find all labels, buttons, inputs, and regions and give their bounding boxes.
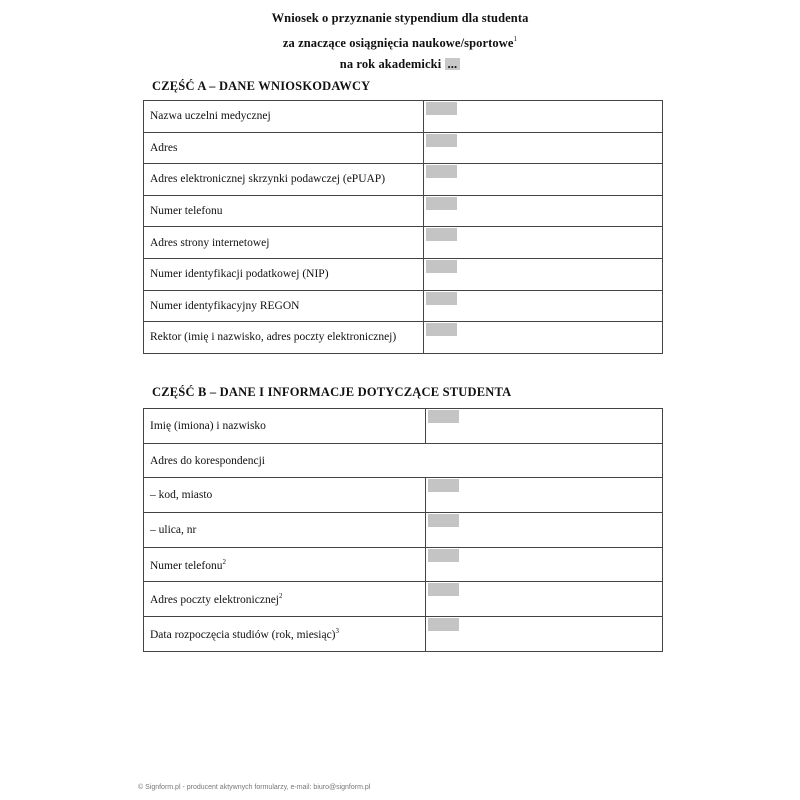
field-label-text: Imię (imiona) i nazwisko: [150, 419, 266, 432]
field-label-text: Numer identyfikacji podatkowej (NIP): [150, 268, 329, 281]
student-table: [143, 408, 663, 652]
input-field[interactable]: [426, 323, 457, 336]
field-label: [144, 617, 426, 652]
field-label: [144, 409, 426, 444]
field-value-cell: [426, 409, 663, 444]
field-label-text: – ulica, nr: [150, 523, 197, 536]
applicant-row: [144, 290, 663, 322]
field-value-cell: [424, 164, 663, 196]
input-field[interactable]: [428, 514, 459, 527]
title-line-1: Wniosek o przyznanie stypendium dla studenta: [271, 11, 529, 25]
input-field[interactable]: [428, 549, 459, 562]
footnote-ref: 3: [335, 626, 340, 635]
student-row: [144, 409, 663, 444]
footnote-ref: 2: [279, 592, 283, 601]
input-field[interactable]: [426, 292, 457, 305]
footer-note: © Signform.pl - producent aktywnych formularzy, e-mail: biuro@signform.pl: [138, 784, 371, 791]
field-label-text: Rektor (imię i nazwisko, adres poczty elektronicznej): [150, 331, 397, 344]
input-field[interactable]: [426, 197, 457, 210]
field-label: [144, 478, 426, 513]
field-label-text: Adres strony internetowej: [150, 236, 270, 249]
field-label: [144, 322, 424, 354]
title-line-3-text: na rok akademicki: [339, 57, 442, 71]
field-label: [144, 227, 424, 259]
field-label: [144, 101, 424, 133]
field-value-cell: [426, 582, 663, 617]
input-field[interactable]: [428, 479, 459, 492]
field-label: [144, 443, 663, 478]
applicant-row: [144, 195, 663, 227]
student-row: [144, 478, 663, 513]
input-field[interactable]: [426, 260, 457, 273]
applicant-row: [144, 132, 663, 164]
title-line-3: [0, 54, 800, 75]
field-label-text: Adres: [150, 141, 178, 154]
field-label: [144, 195, 424, 227]
field-label-text: Numer telefonu: [150, 205, 223, 218]
applicant-row: [144, 322, 663, 354]
applicant-row: [144, 227, 663, 259]
input-field[interactable]: [426, 165, 457, 178]
section-a-title: CZĘŚĆ A – DANE WNIOSKODAWCY: [152, 79, 371, 93]
field-label: [144, 164, 424, 196]
title-line-2-text: za znaczące osiągnięcia naukowe/sportowe: [282, 36, 514, 50]
field-value-cell: [426, 617, 663, 652]
field-value-cell: [424, 258, 663, 290]
footnote-ref: 2: [222, 557, 226, 566]
applicant-row: [144, 258, 663, 290]
student-row: [144, 547, 663, 582]
applicant-row: [144, 101, 663, 133]
footnote-ref-1: 1: [513, 35, 518, 43]
field-label: [144, 513, 426, 548]
field-label: [144, 547, 426, 582]
student-row: [144, 443, 663, 478]
field-label-text: Adres elektronicznej skrzynki podawczej (ePUAP): [150, 173, 386, 186]
field-value-cell: [424, 227, 663, 259]
field-label-text: Data rozpoczęcia studiów (rok, miesiąc): [150, 628, 336, 641]
field-value-cell: [424, 195, 663, 227]
input-field[interactable]: [428, 583, 459, 596]
field-value-cell: [424, 132, 663, 164]
field-label: [144, 582, 426, 617]
section-b-title: CZĘŚĆ B – DANE I INFORMACJE DOTYCZĄCE STUDENTA: [152, 385, 512, 399]
input-field[interactable]: [426, 228, 457, 241]
field-label: [144, 258, 424, 290]
field-label: [144, 132, 424, 164]
field-label-text: Adres poczty elektronicznej: [150, 594, 279, 607]
field-label-text: Numer identyfikacyjny REGON: [150, 299, 300, 312]
field-value-cell: [424, 101, 663, 133]
academic-year-field[interactable]: ...: [445, 58, 461, 70]
field-value-cell: [426, 478, 663, 513]
student-row: [144, 617, 663, 652]
applicant-row: [144, 164, 663, 196]
input-field[interactable]: [428, 618, 459, 631]
input-field[interactable]: [426, 102, 457, 115]
field-label: [144, 290, 424, 322]
student-row: [144, 582, 663, 617]
field-value-cell: [424, 322, 663, 354]
field-label-text: – kod, miasto: [150, 489, 213, 502]
field-label-text: Numer telefonu: [150, 559, 223, 572]
input-field[interactable]: [428, 410, 459, 423]
applicant-table: [143, 100, 663, 354]
field-label-text: Nazwa uczelni medycznej: [150, 110, 271, 123]
field-value-cell: [424, 290, 663, 322]
input-field[interactable]: [426, 134, 457, 147]
student-row: [144, 513, 663, 548]
field-value-cell: [426, 547, 663, 582]
field-label-text: Adres do korespondencji: [150, 454, 265, 467]
document-title: [0, 8, 800, 75]
title-line-2: [0, 29, 800, 54]
field-value-cell: [426, 513, 663, 548]
